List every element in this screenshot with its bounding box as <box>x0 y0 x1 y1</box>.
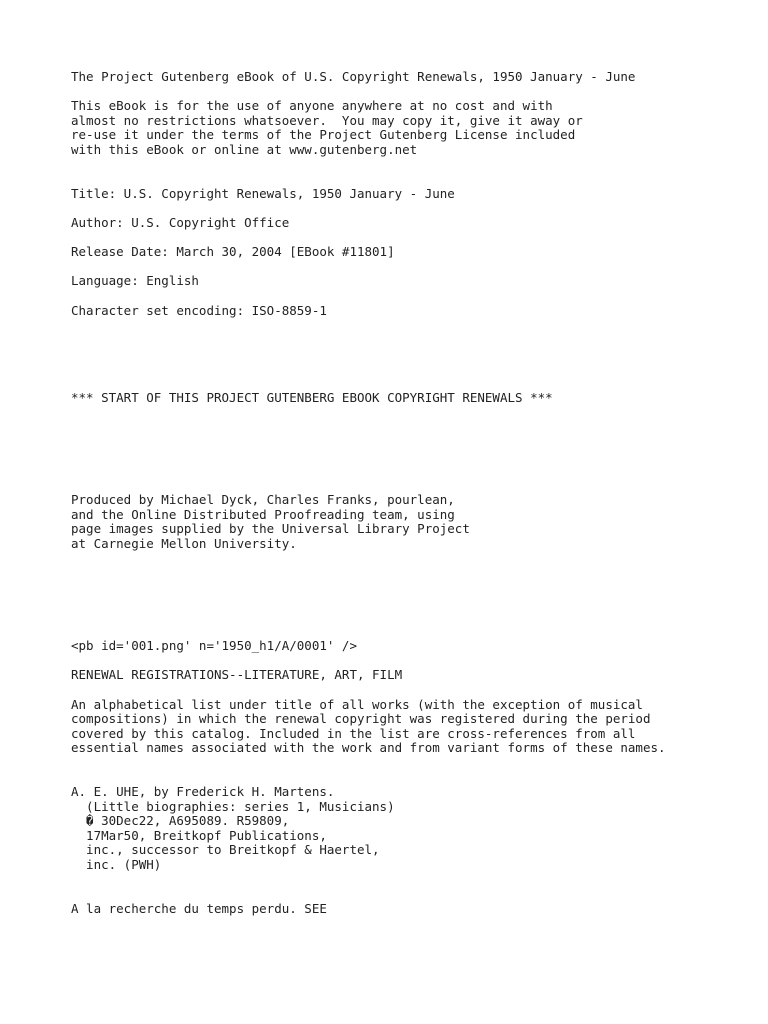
text-line: *** START OF THIS PROJECT GUTENBERG EBOOK COPYRIGHT RENEWALS *** <box>71 390 553 406</box>
blank-line <box>71 362 761 377</box>
blank-line <box>71 85 761 100</box>
text-line: � 30Dec22, A695089. R59809, <box>71 813 290 829</box>
text-line: with this eBook or online at www.gutenberg.net <box>71 141 418 157</box>
text-line: essential names associated with the work and from variant forms of these names. <box>71 740 666 756</box>
text-line: almost no restrictions whatsoever. You may copy it, give it away or <box>71 112 583 128</box>
blank-line <box>71 435 761 450</box>
blank-line <box>71 376 761 391</box>
document-text <box>71 70 761 916</box>
blank-line <box>71 771 761 786</box>
blank-line <box>71 756 761 771</box>
blank-line <box>71 201 761 216</box>
text-line: Title: U.S. Copyright Renewals, 1950 January - June <box>71 185 455 201</box>
blank-line <box>71 552 761 567</box>
text-line: The Project Gutenberg eBook of U.S. Copyright Renewals, 1950 January - June <box>71 69 636 84</box>
text-line: This eBook is for the use of anyone anywhere at no cost and with <box>71 98 553 114</box>
text-line: and the Online Distributed Proofreading team, using <box>71 506 455 522</box>
blank-line <box>71 683 761 698</box>
blank-line <box>71 625 761 640</box>
text-line: at Carnegie Mellon University. <box>71 536 297 551</box>
blank-line <box>71 654 761 669</box>
blank-line <box>71 172 761 187</box>
blank-line <box>71 479 761 494</box>
text-line: Author: U.S. Copyright Office <box>71 214 290 230</box>
blank-line <box>71 449 761 464</box>
blank-line <box>71 289 761 304</box>
blank-line <box>71 347 761 362</box>
blank-line <box>71 887 761 902</box>
text-line: compositions) in which the renewal copyright was registered during the period <box>71 711 651 727</box>
blank-line <box>71 610 761 625</box>
text-line: Language: English <box>71 273 199 289</box>
text-line: inc., successor to Breitkopf & Haertel, <box>71 842 380 858</box>
blank-line <box>71 406 761 421</box>
text-line: re-use it under the terms of the Project Gutenberg License included <box>71 127 576 143</box>
blank-line <box>71 260 761 275</box>
blank-line <box>71 595 761 610</box>
text-line: Produced by Michael Dyck, Charles Franks, pourlean, <box>71 492 455 508</box>
blank-line <box>71 566 761 581</box>
text-line: An alphabetical list under title of all works (with the exception of musical <box>71 696 643 712</box>
text-line: Release Date: March 30, 2004 [EBook #11801] <box>71 244 395 260</box>
text-line: page images supplied by the Universal Library Project <box>71 521 470 537</box>
text-line: A la recherche du temps perdu. SEE <box>71 900 327 916</box>
blank-line <box>71 873 761 888</box>
text-line: A. E. UHE, by Frederick H. Martens. <box>71 784 335 800</box>
blank-line <box>71 333 761 348</box>
text-line: RENEWAL REGISTRATIONS--LITERATURE, ART, FILM <box>71 667 403 683</box>
text-line: inc. (PWH) <box>71 857 162 873</box>
blank-line <box>71 158 761 173</box>
blank-line <box>71 581 761 596</box>
blank-line <box>71 464 761 479</box>
text-line: 17Mar50, Breitkopf Publications, <box>71 827 327 843</box>
text-line: (Little biographies: series 1, Musicians) <box>71 798 395 814</box>
blank-line <box>71 231 761 246</box>
blank-line <box>71 420 761 435</box>
blank-line <box>71 318 761 333</box>
text-line: Character set encoding: ISO-8859-1 <box>71 302 327 318</box>
text-line: <pb id='001.png' n='1950_h1/A/0001' /> <box>71 638 357 654</box>
text-line: covered by this catalog. Included in the list are cross-references from all <box>71 725 636 741</box>
